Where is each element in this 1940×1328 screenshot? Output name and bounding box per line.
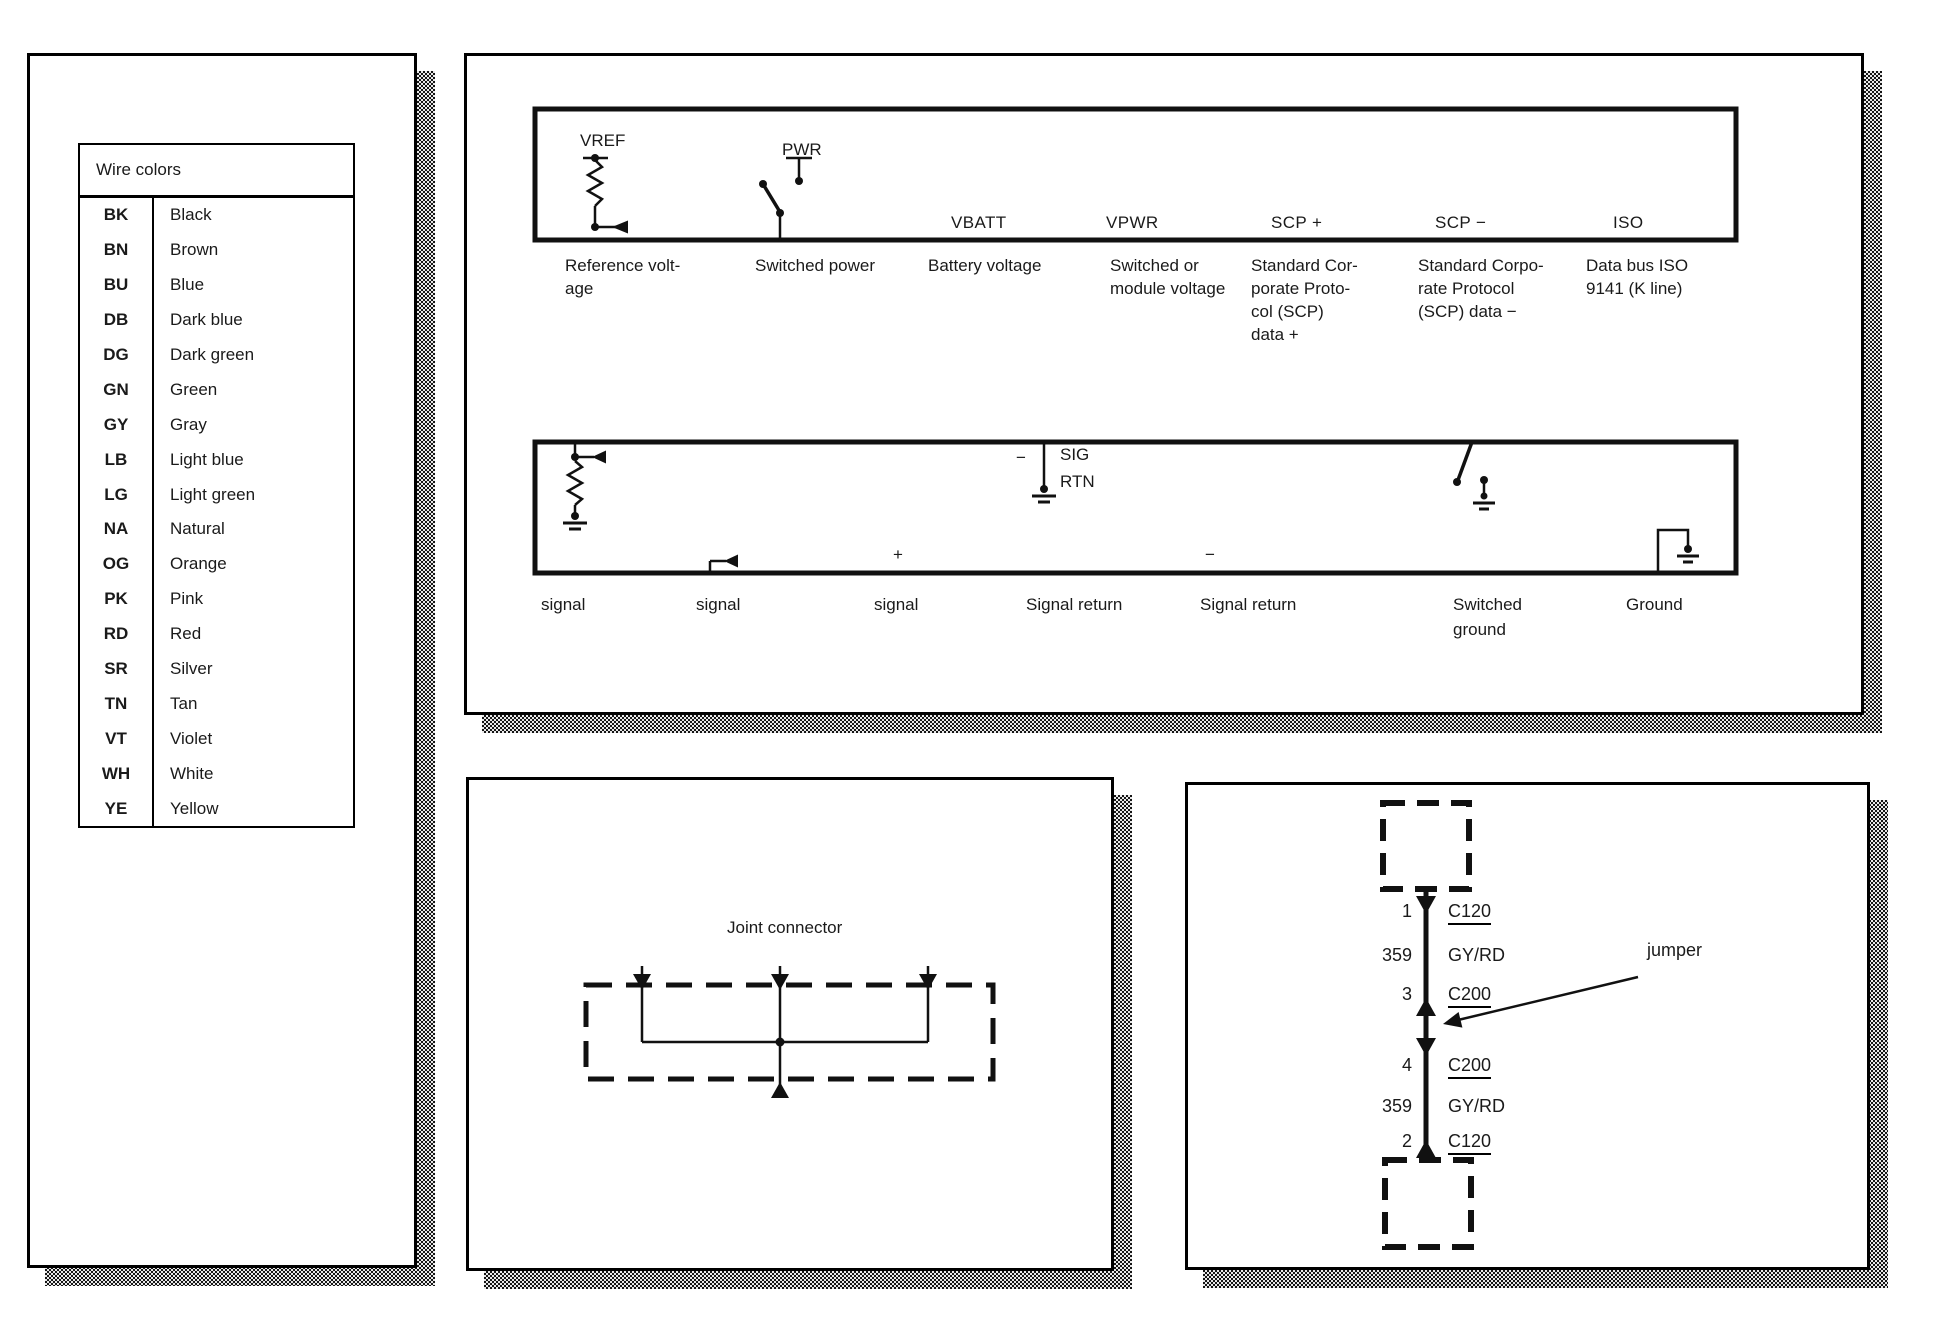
wire-color-name: Natural [170, 519, 225, 539]
description-line: signal [541, 595, 586, 614]
table-row [80, 791, 353, 826]
wire-color-code: DB [80, 303, 154, 338]
description-line: Reference volt- [565, 256, 681, 275]
table-row [80, 233, 353, 268]
wire-color-name: Green [170, 379, 218, 399]
wire-color-name: Black [170, 205, 212, 225]
table-row [80, 721, 353, 756]
rtn-label: RTN [1060, 472, 1095, 491]
signal-description [1626, 592, 1683, 617]
wire-color-code: GY [80, 407, 154, 442]
description-line: porate Proto- [1251, 279, 1351, 298]
wire-color-name: Orange [170, 554, 227, 574]
connector-label: C120 [1448, 901, 1491, 925]
circuit-number: 359 [1381, 1096, 1412, 1116]
table-row [80, 303, 353, 338]
table-row [80, 512, 353, 547]
wire-color-code: LB [80, 442, 154, 477]
description-line: Switched [1453, 595, 1522, 614]
wire-color-name: Pink [170, 589, 204, 609]
sig-minus-sign: − [1016, 448, 1026, 467]
pin-number: 1 [1401, 901, 1412, 921]
wire-color-name: White [170, 763, 214, 783]
rail-description [1586, 254, 1688, 300]
description-line: rate Protocol [1418, 279, 1515, 298]
description-line: Data bus ISO [1586, 256, 1689, 275]
pin-number: 2 [1401, 1131, 1412, 1151]
connector-label: C200 [1448, 1055, 1491, 1079]
wire-color-label: GY/RD [1448, 945, 1506, 965]
wire-color-name: Light green [170, 484, 256, 504]
signal-description [874, 592, 918, 617]
description-line: Standard Corpo- [1418, 256, 1544, 275]
description-line: Battery voltage [928, 256, 1042, 275]
rail-description [1418, 254, 1544, 323]
description-line: signal [696, 595, 741, 614]
wire-color-code: VT [80, 721, 154, 756]
wire-color-code: GN [80, 372, 154, 407]
sig-label: SIG [1060, 445, 1090, 464]
description-line: Signal return [1026, 595, 1123, 614]
description-line: Ground [1626, 595, 1683, 614]
plus-sign: + [893, 545, 903, 564]
wire-color-name: Gray [170, 414, 207, 434]
wire-color-name: Yellow [170, 798, 219, 818]
wire-color-code: OG [80, 547, 154, 582]
table-row [80, 198, 353, 233]
rail-label-vbatt: VBATT [951, 213, 1007, 232]
rail-description [565, 254, 680, 300]
circuit-number: 359 [1381, 945, 1412, 965]
table-row [80, 582, 353, 617]
table-row [80, 547, 353, 582]
wire-colors-table [78, 143, 355, 828]
description-line: (SCP) data − [1418, 302, 1517, 321]
wire-color-name: Red [170, 624, 202, 644]
wire-color-label: GY/RD [1448, 1096, 1506, 1116]
description-line: age [565, 279, 594, 298]
minus-sign: − [1205, 545, 1215, 564]
table-row [80, 477, 353, 512]
description-line: data + [1251, 325, 1299, 344]
joint-connector-title: Joint connector [727, 918, 843, 937]
signal-description [1453, 592, 1522, 642]
wire-color-code: DG [80, 338, 154, 373]
table-row [80, 442, 353, 477]
rail-label-iso: ISO [1613, 213, 1644, 232]
signal-description [541, 592, 585, 617]
wire-color-name: Brown [170, 240, 219, 260]
wire-color-code: NA [80, 512, 154, 547]
signal-description [696, 592, 740, 617]
pin-number: 4 [1401, 1055, 1412, 1075]
wire-color-name: Tan [170, 693, 198, 713]
wire-color-name: Silver [170, 659, 213, 679]
table-row [80, 686, 353, 721]
wire-color-code: LG [80, 477, 154, 512]
table-row [80, 372, 353, 407]
joint-connector-panel [466, 777, 1114, 1271]
wire-color-code: BK [80, 198, 154, 233]
rail-description [928, 254, 1041, 277]
wire-colors-title: Wire colors [80, 145, 353, 198]
description-line: Signal return [1200, 595, 1297, 614]
description-line: module voltage [1110, 279, 1226, 298]
jumper-annotation: jumper [1647, 940, 1703, 960]
wire-color-code: TN [80, 686, 154, 721]
wire-color-name: Blue [170, 275, 205, 295]
rail-label-scp-plus: SCP + [1271, 213, 1323, 232]
wire-color-name: Dark green [170, 345, 255, 364]
wire-color-code: BN [80, 233, 154, 268]
table-row [80, 268, 353, 303]
table-row [80, 617, 353, 652]
table-row [80, 652, 353, 687]
description-line: signal [874, 595, 919, 614]
rail-description [1251, 254, 1358, 346]
description-line: Switched power [755, 256, 876, 275]
rail-label-vpwr: VPWR [1106, 213, 1159, 232]
table-row [80, 756, 353, 791]
connector-label: C120 [1448, 1131, 1491, 1155]
wire-color-code: WH [80, 756, 154, 791]
signal-description [1200, 592, 1296, 617]
signal-description [1026, 592, 1122, 617]
description-line: 9141 (K line) [1586, 279, 1683, 298]
connector-label: C200 [1448, 984, 1491, 1008]
jumper-panel [1185, 782, 1870, 1270]
table-row [80, 407, 353, 442]
rail-label-scp-minus: SCP − [1435, 213, 1487, 232]
wire-color-code: SR [80, 652, 154, 687]
pwr-label: PWR [782, 140, 822, 159]
wire-color-code: PK [80, 582, 154, 617]
vref-label: VREF [580, 131, 626, 150]
description-line: Standard Cor- [1251, 256, 1358, 275]
wire-color-code: BU [80, 268, 154, 303]
pin-number: 3 [1401, 984, 1412, 1004]
rail-description [1110, 254, 1225, 300]
wire-color-name: Dark blue [170, 310, 243, 330]
rail-description [755, 254, 875, 277]
wire-colors-rows [80, 198, 353, 826]
wire-color-code: YE [80, 791, 154, 826]
description-line: col (SCP) [1251, 302, 1324, 321]
description-line: Switched or [1110, 256, 1199, 275]
description-line: ground [1453, 620, 1506, 639]
wire-color-name: Light blue [170, 449, 244, 469]
wire-color-name: Violet [170, 728, 213, 748]
wire-color-code: RD [80, 617, 154, 652]
table-row [80, 338, 353, 373]
